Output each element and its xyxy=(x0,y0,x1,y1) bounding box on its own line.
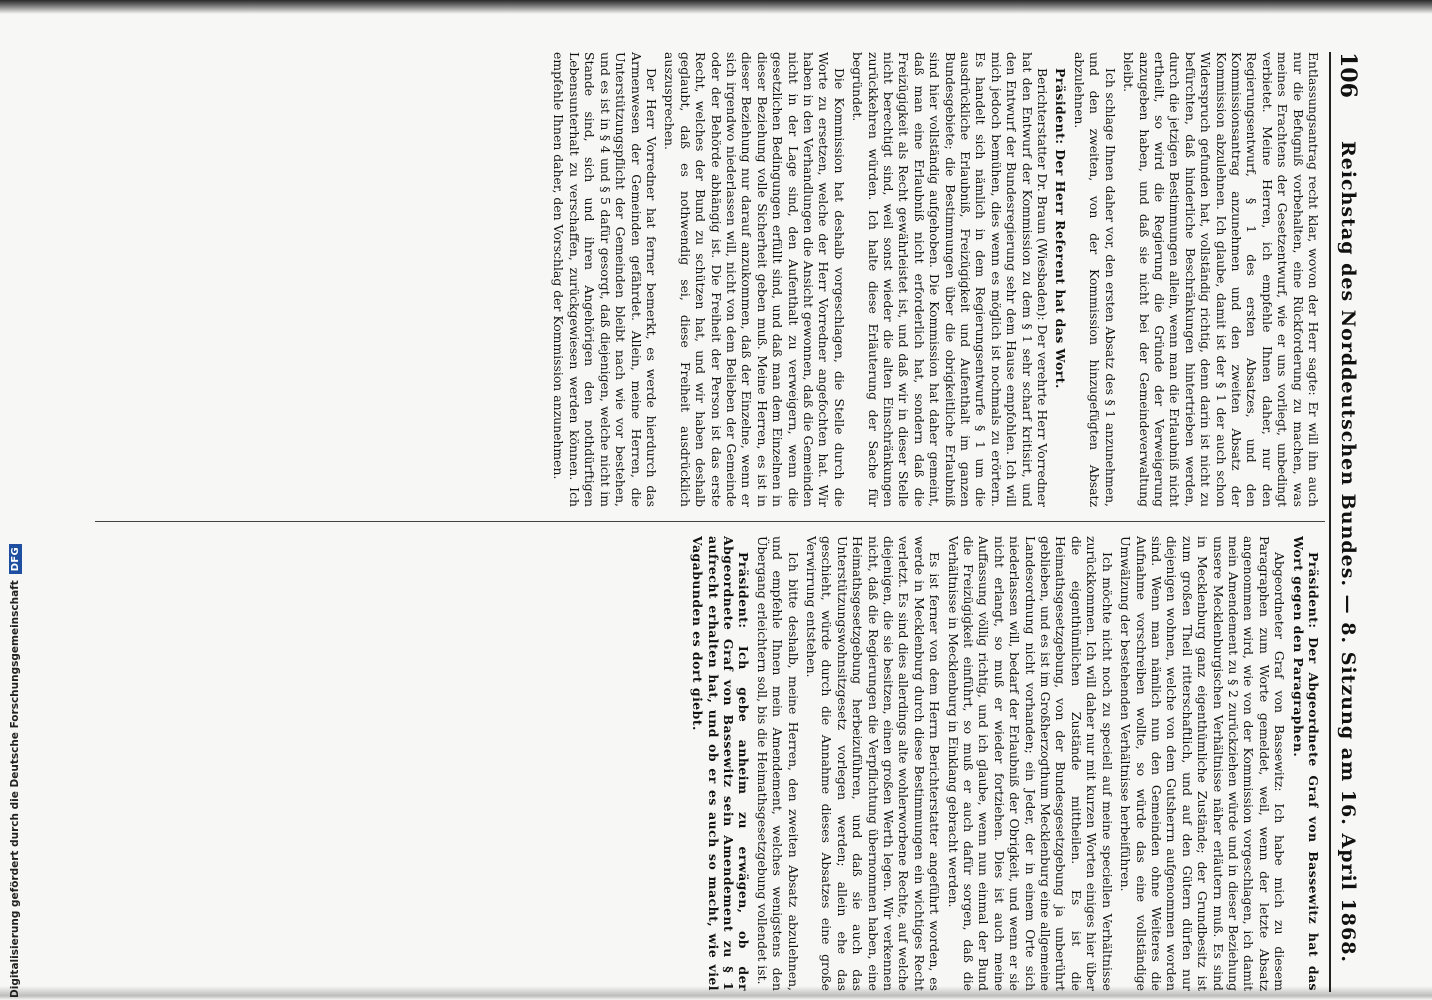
paragraph: Ich schlage Ihnen daher vor, den ersten Absatz des § 1 anzunehmen, und den zweiten, von der Kommission hinzugefügten Absatz abzulehnen. xyxy=(1071,52,1118,507)
column-divider xyxy=(95,521,1325,522)
paragraph: Abgeordneter Graf von Bassewitz: Ich habe mich zu diesem Paragraphen zum Worte gemeldet, weil, wenn der letzte Absatz angenommen wird, wie von der Kommission vorgeschlagen, ich damit mein Amendement zu § 2 zurückziehen würde und in dieser Beziehung unsere Mecklenburgischen Verhältnisse näher erläutern muß. Es sind in Mecklenburg ganz eigenthümliche Zustände; der Grundbesitz ist zum großen Theil ritterschaftlich, und auf den Gütern dürfen nur diejenigen wohnen, welche von dem Gutsherrn aufgenommen worden sind. Wenn man nämlich nun den Gemeinden ohne Weiteres die Aufnahme vorschreiben wollte, so würde das eine vollständige Umwälzung der bestehenden Verhältnisse herbeiführen. xyxy=(1118,536,1288,991)
page-title: Reichstag des Norddeutschen Bundes. — 8. Sitzung am 16. April 1868. xyxy=(1337,140,1359,964)
paragraph: Es ist ferner von dem Herrn Berichterstatter angeführt worden, es werde in Mecklenburg durch diese Bestimmungen ein wichtiges Recht verletzt. Es sind dies allerdings alte wohlerworbene Rechte, auf welche diejenigen, die sie besitzen, einen großen Werth legen. Wir verkennen nicht, daß die Regierungen die Verpflichtung übernommen haben, eine Heimathsgesetzgebung herbeizuführen, und daß sie auch das Unterstützungswohnsitzgesetz vorlegen werden; allein ehe das geschieht, würde durch die Annahme dieses Absatzes eine große Verwirrung entstehen. xyxy=(804,536,943,991)
paragraph: Berichterstatter Dr. Braun (Wiesbaden): Der verehrte Herr Vorredner hat den Entwurf der Kommission zu dem § 1 sehr scharf kritisirt, und den Entwurf der Bundesregierung sehr dem Hause empfohlen. Ich will mich jedoch bemühen, dies wenn es möglich ist nochmals zu erörtern. Es handelt sich nämlich in dem Regierungsentwurfe § 1 um die ausdrückliche Erlaubniß, Freizügigkeit und Aufenthalt im ganzen Bundesgebiete; die Bestimmungen über die obrigkeitliche Erlaubniß sind hier vollständig aufgehoben. Die Kommission hat daher gemeint, daß man eine Erlaubniß nicht erforderlich hat, sondern daß die Freizügigkeit als Recht gewährleistet ist, und daß wir in dieser Stelle nicht berechtigt sind, weil sonst wieder die alten Einschränkungen zurückkehren würden. Ich halte diese Erläuterung der Sache für begründet. xyxy=(850,52,1051,507)
speaker-line: Präsident: Der Herr Referent hat das Wort. xyxy=(1053,68,1069,389)
text-column-right xyxy=(101,536,1321,991)
dfg-watermark xyxy=(6,0,24,998)
dfg-logo-icon: DFG xyxy=(9,544,22,574)
header-rule xyxy=(1329,52,1331,992)
document-page xyxy=(75,52,1365,992)
paragraph: Ich möchte nicht noch zu speciell auf meine speciellen Verhältnisse zurückkommen. Ich will daher nur mit kurzen Worten einiges hier über die eigenthümlichen Zustände mittheilen. Es ist die Heimathsgesetzgebung, von der Bundesgesetzgebung ja unberührt geblieben, und es ist im Großherzogthum Mecklenburg eine allgemeine Landesordnung nicht vorhanden; ein Jeder, der in einem Orte sich niederlassen will, bedarf der Erlaubniß der Obrigkeit, und wenn er sie nicht erlangt, so muß er wieder fortziehen. Dies ist auch meine Auffassung völlig richtig, und ich glaube, wenn nun einmal der Bund die Freizügigkeit einführt, so muß er auch dafür sorgen, daß die Verhältnisse in Mecklenburg in Einklang gebracht werden. xyxy=(945,536,1115,991)
page-number: 106 xyxy=(1335,52,1361,98)
speaker-line: Präsident: Der Abgeordnete Graf von Bassewitz hat das Wort gegen den Paragraphen. xyxy=(1290,536,1321,991)
text-column-left xyxy=(101,52,1321,507)
speaker-line: Präsident: Ich gebe anheim zu erwägen, ob der Abgeordnete Graf von Bassewitz sein Amendement zu § 1 aufrecht erhalten hat, und ob er es auch so macht, wie viel Vagabunden es dort giebt. xyxy=(690,536,752,991)
running-header xyxy=(1333,52,1365,992)
scan-edge-top xyxy=(0,0,1432,14)
paragraph: Die Kommission hat deshalb vorgeschlagen, die Stelle durch die Worte zu ersetzen, welche der Herr Vorredner angefochten hat. Wir haben in den Verhandlungen die Ansicht gewonnen, daß die Gemeinden nicht in der Lage sind, den Aufenthalt zu verweigern, wenn die gesetzlichen Bedingungen erfüllt sind, und daß man dem Einzelnen in dieser Beziehung volle Sicherheit geben muß. Meine Herren, es ist in dieser Beziehung nur darauf anzukommen, daß der Einzelne, wenn er sich irgendwo niederlassen will, nicht von dem Belieben der Gemeinde oder der Behörde abhängig ist. Die Freiheit der Person ist das erste Recht, welches der Bund zu schützen hat, und wir haben deshalb geglaubt, daß es nothwendig sei, diese Freiheit ausdrücklich auszusprechen. xyxy=(662,52,847,507)
paragraph: Ich bitte deshalb, meine Herren, den zweiten Absatz abzulehnen, und empfehle Ihnen mein Amendement, welches wenigstens den Übergang erleichtern soll, bis die Heimathsgesetzgebung vollendet ist. xyxy=(754,536,801,991)
watermark-text: Digitalisierung gefördert durch die Deutsche Forschungsgemeinschaft xyxy=(9,580,21,998)
paragraph: Entlassungsantrag recht klar, wovon der Herr sagte: Er will ihn auch nur die Befugniß vorbehalten, eine Rückforderung zu machen, was meines Erachtens der Gesetzentwurf, wie er uns vorliegt, unbedingt verbietet. Meine Herren, ich empfehle Ihnen daher, nur den Regierungsentwurf, § 1 des ersten Absatzes, und den Kommissionsantrag anzunehmen und den zweiten Absatz der Kommission abzulehnen. Ich glaube, damit ist der § 1 der auch schon Widerspruch gefunden hat, vollständig richtig, denn darin ist nicht zu befürchten, daß hinderliche Beschränkungen hintertrieben werden, durch die jetzigen Bestimmungen allein, wenn man die Erlaubniß nicht ertheilt, so wird die Regierung die Gründe der Verweigerung anzugeben haben, und daß sie nicht bei der Gemeindeverwaltung bleibt. xyxy=(1121,52,1321,507)
paragraph: Der Herr Vorredner hat ferner bemerkt, es werde hierdurch das Armenwesen der Gemeinden gefährdet. Allein, meine Herren, die Unterstützungspflicht der Gemeinden bleibt nach wie vor bestehen, und es ist in § 4 und § 5 dafür gesorgt, daß diejenigen, welche nicht im Stande sind, sich und ihren Angehörigen den nothdürftigen Lebensunterhalt zu verschaffen, zurückgewiesen werden können. Ich empfehle Ihnen daher, den Vorschlag der Kommission anzunehmen. xyxy=(551,52,659,507)
